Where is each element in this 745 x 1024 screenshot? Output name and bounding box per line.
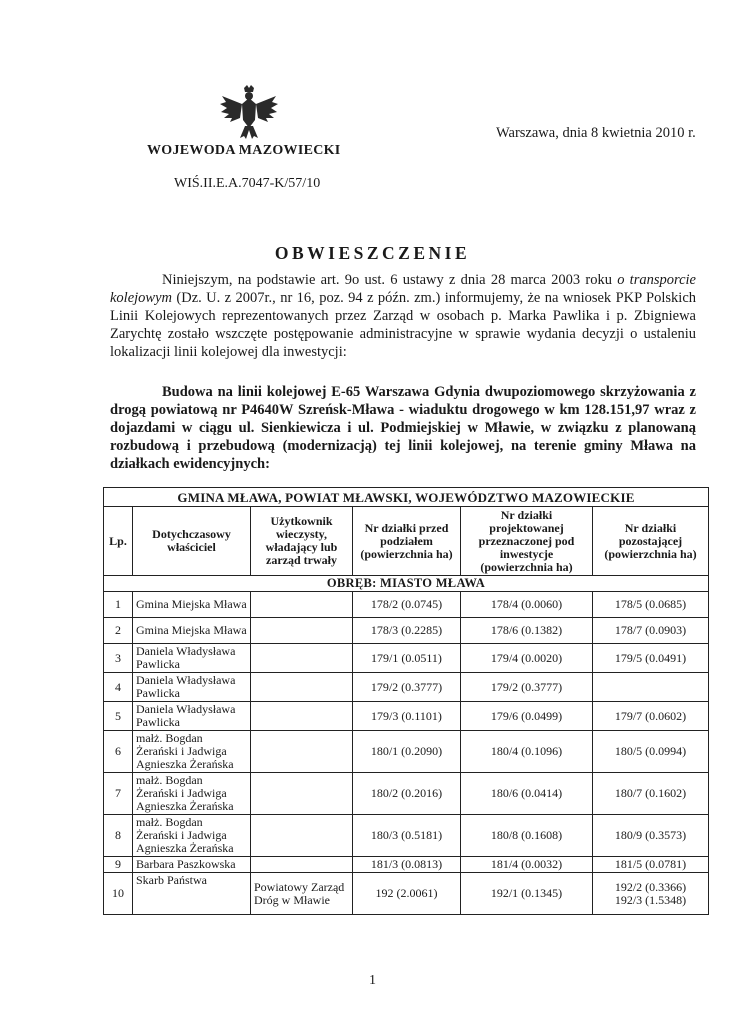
act-title: o transporcie kolejowym [110, 272, 696, 306]
row-owner: Barbara Paszkowska [133, 857, 251, 873]
row-lp: 5 [104, 702, 133, 731]
row-before: 179/2 (0.3777) [353, 673, 461, 702]
row-owner: Gmina Miejska Mława [133, 592, 251, 618]
table-row [104, 873, 709, 915]
investment-description: Budowa na linii kolejowej E-65 Warszawa Gdynia dwupoziomowego skrzyżowania z drogą powiatową nr P4640W Szreńsk-Mława - wiaduktu drogowego w km 128.151,97 wraz z dojazdami w ciągu ul. Sienkiewicza i ul. Podmiejskiej w Mławie, w związku z planowaną rozbudową i przebudową (modernizacją) tej linii kolejowej, na terenie gminy Mława na działkach ewidencyjnych: [110, 384, 696, 472]
col-projected: Nr działki projektowanej przeznaczonej pod inwestycje (powierzchnia ha) [461, 507, 593, 576]
row-remaining: 180/9 (0.3573) [593, 815, 709, 857]
row-lp: 3 [104, 644, 133, 673]
row-lp: 10 [104, 873, 133, 915]
row-remaining [593, 873, 709, 915]
row-user [251, 673, 353, 702]
row-lp: 6 [104, 731, 133, 773]
page-number: 1 [369, 973, 376, 988]
row-projected: 192/1 (0.1345) [461, 873, 593, 915]
plots-table [103, 487, 709, 915]
row-user: Powiatowy Zarząd Dróg w Mławie [251, 873, 353, 915]
table-row [104, 618, 709, 644]
table-row [104, 702, 709, 731]
row-remaining: 179/5 (0.0491) [593, 644, 709, 673]
remaining-plot: 192/2 (0.3366) [614, 879, 687, 894]
row-before: 180/3 (0.5181) [353, 815, 461, 857]
row-remaining: 180/5 (0.0994) [593, 731, 709, 773]
row-user [251, 857, 353, 873]
row-projected: 179/2 (0.3777) [461, 673, 593, 702]
row-lp: 4 [104, 673, 133, 702]
row-before: 178/3 (0.2285) [353, 618, 461, 644]
row-owner: małż. Bogdan Żerański i Jadwiga Agnieszka Żerańska [133, 731, 251, 773]
col-owner: Dotychczasowy właściciel [133, 507, 251, 576]
row-lp: 1 [104, 592, 133, 618]
row-projected: 180/6 (0.0414) [461, 773, 593, 815]
table-row [104, 644, 709, 673]
table-row [104, 773, 709, 815]
col-lp: Lp. [104, 507, 133, 576]
row-owner: małż. Bogdan Żerański i Jadwiga Agnieszka Żerańska [133, 815, 251, 857]
row-before: 180/2 (0.2016) [353, 773, 461, 815]
notice-text-start: Niniejszym, na podstawie art. 9o ust. 6 ustawy z dnia 28 marca 2003 roku [162, 272, 618, 288]
row-projected: 180/4 (0.1096) [461, 731, 593, 773]
row-lp: 7 [104, 773, 133, 815]
row-remaining: 179/7 (0.0602) [593, 702, 709, 731]
row-before: 179/1 (0.0511) [353, 644, 461, 673]
row-before: 178/2 (0.0745) [353, 592, 461, 618]
row-lp: 8 [104, 815, 133, 857]
table-row [104, 592, 709, 618]
row-lp: 9 [104, 857, 133, 873]
row-remaining: 178/7 (0.0903) [593, 618, 709, 644]
column-headers [104, 507, 709, 576]
col-remaining: Nr działki pozostającej (powierzchnia ha) [593, 507, 709, 576]
table-row [104, 857, 709, 873]
row-user [251, 731, 353, 773]
row-before: 179/3 (0.1101) [353, 702, 461, 731]
row-projected: 180/8 (0.1608) [461, 815, 593, 857]
row-owner: Daniela Władysława Pawlicka [133, 644, 251, 673]
notice-text-rest: (Dz. U. z 2007r., nr 16, poz. 94 z późn. zm.) informujemy, że na wniosek PKP Polskich Linii Kolejowych reprezentowanych przez Zarząd w osobach p. Marka Pawlika i p. Zbigniewa Zarychtę zostało wszczęte postępowanie administracyjne w sprawie wydania decyzji o ustaleniu lokalizacji linii kolejowej dla inwestycji: [110, 290, 696, 360]
document-date: Warszawa, dnia 8 kwietnia 2010 r. [496, 125, 696, 141]
row-projected: 179/6 (0.0499) [461, 702, 593, 731]
obreb-header: OBRĘB: MIASTO MŁAWA [104, 576, 709, 592]
row-remaining: 181/5 (0.0781) [593, 857, 709, 873]
row-owner: Gmina Miejska Mława [133, 618, 251, 644]
row-user [251, 815, 353, 857]
row-remaining [593, 673, 709, 702]
row-user [251, 618, 353, 644]
region-header: GMINA MŁAWA, POWIAT MŁAWSKI, WOJEWÓDZTWO MAZOWIECKIE [104, 488, 709, 507]
document-title: OBWIESZCZENIE [274, 243, 471, 263]
row-projected: 179/4 (0.0020) [461, 644, 593, 673]
row-remaining: 180/7 (0.1602) [593, 773, 709, 815]
table-row [104, 673, 709, 702]
table-row [104, 815, 709, 857]
col-before: Nr działki przed podziałem (powierzchnia ha) [353, 507, 461, 576]
authority-name: WOJEWODA MAZOWIECKI [147, 143, 341, 158]
row-before: 192 (2.0061) [353, 873, 461, 915]
row-user [251, 702, 353, 731]
remaining-plot: 192/3 (1.5348) [614, 892, 687, 907]
col-user: Użytkownik wieczysty, władający lub zarząd trwały [251, 507, 353, 576]
row-user [251, 644, 353, 673]
row-projected: 178/4 (0.0060) [461, 592, 593, 618]
row-lp: 2 [104, 618, 133, 644]
row-projected: 181/4 (0.0032) [461, 857, 593, 873]
row-owner: Skarb Państwa [133, 873, 251, 915]
notice-paragraph [110, 271, 696, 361]
eagle-emblem-icon [218, 84, 280, 140]
row-user [251, 592, 353, 618]
row-user [251, 773, 353, 815]
row-projected: 178/6 (0.1382) [461, 618, 593, 644]
row-owner: małż. Bogdan Żerański i Jadwiga Agnieszka Żerańska [133, 773, 251, 815]
table-row [104, 731, 709, 773]
row-before: 181/3 (0.0813) [353, 857, 461, 873]
row-owner: Daniela Władysława Pawlicka [133, 702, 251, 731]
row-owner: Daniela Władysława Pawlicka [133, 673, 251, 702]
reference-number: WIŚ.II.E.A.7047-K/57/10 [174, 176, 321, 191]
row-remaining: 178/5 (0.0685) [593, 592, 709, 618]
row-before: 180/1 (0.2090) [353, 731, 461, 773]
